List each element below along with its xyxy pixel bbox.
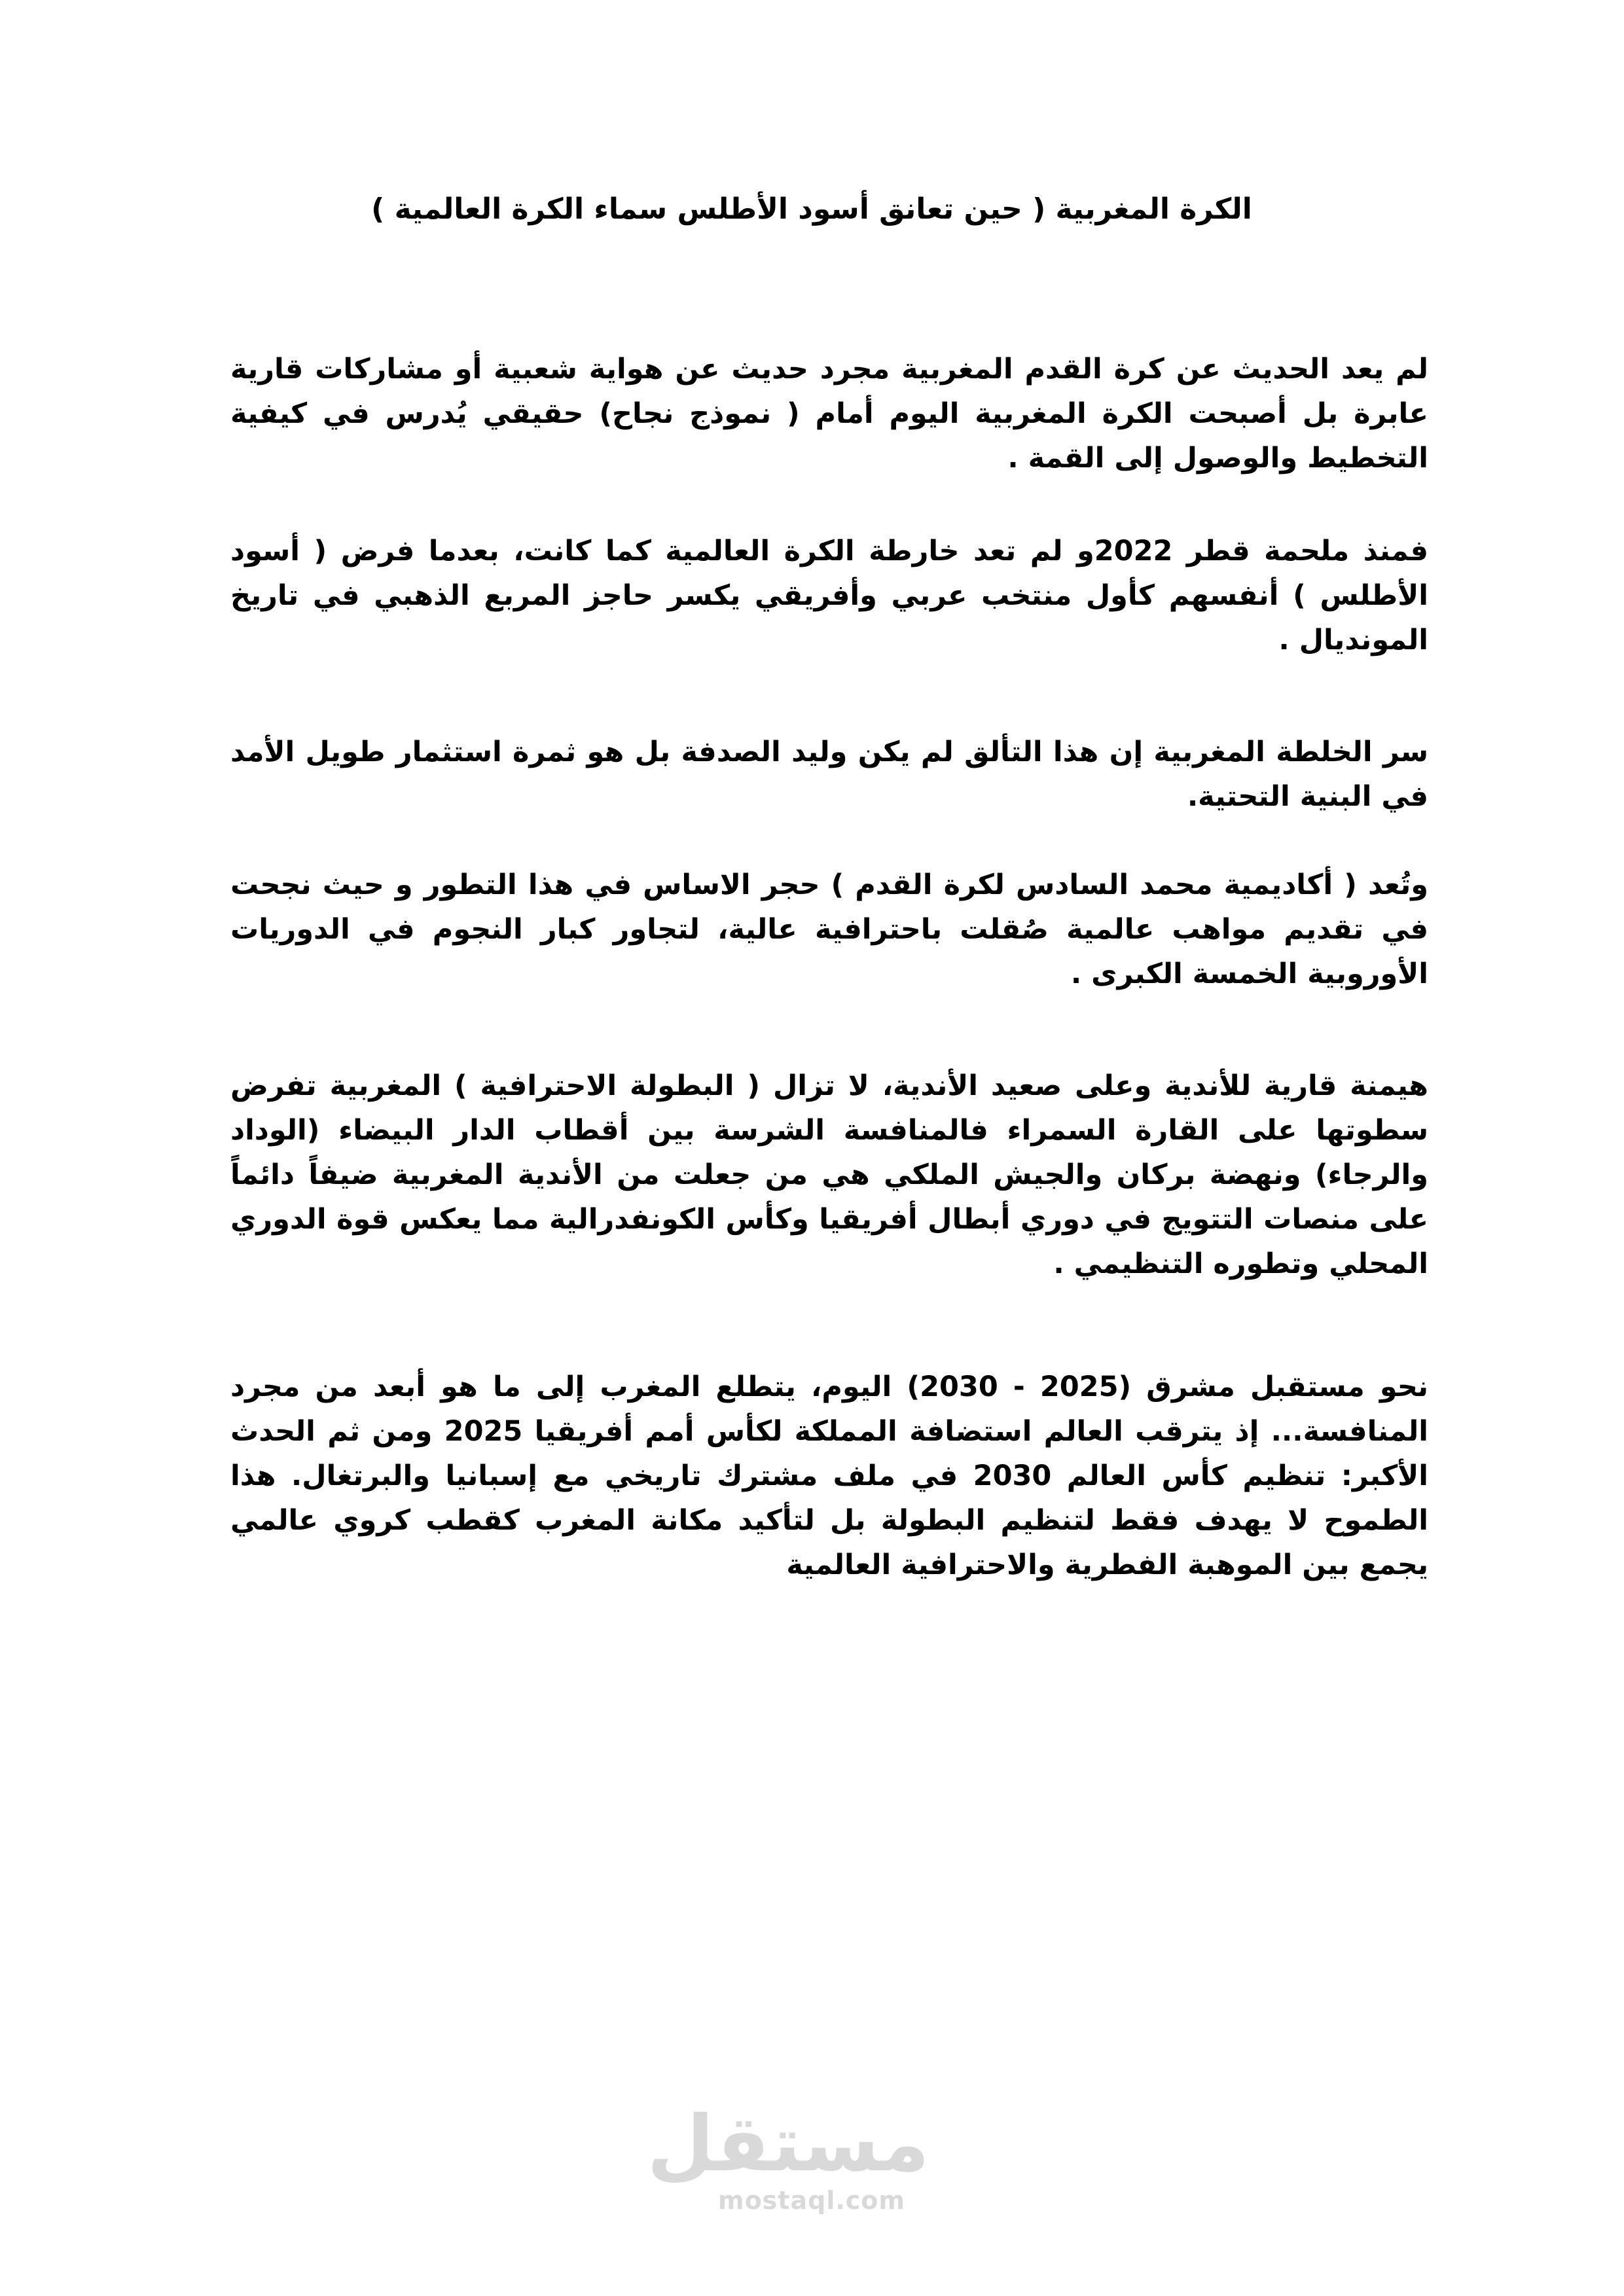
paragraph-secret-formula: سر الخلطة المغربية إن هذا التألق لم يكن وليد الصدفة بل هو ثمرة استثمار طويل الأمد في البنية التحتية. <box>230 736 1428 813</box>
document-title: الكرة المغربية ( حين تعانق أسود الأطلس سماء الكرة العالمية ) <box>371 192 1252 226</box>
watermark-logo: مستقل <box>647 2098 929 2189</box>
watermark-url: mostaql.com <box>717 2186 906 2215</box>
paragraph-qatar-2022: فمنذ ملحمة قطر 2022و لم تعد خارطة الكرة العالمية كما كانت، بعدما فرض ( أسود الأطلس ) أنفسهم كأول منتخب عربي وأفريقي يكسر حاجز المربع الذهبي في تاريخ المونديال . <box>230 535 1428 656</box>
mostaql-watermark <box>647 2098 929 2215</box>
paragraph-club-dominance: هيمنة قارية للأندية وعلى صعيد الأندية، لا تزال ( البطولة الاحترافية ) المغربية تفرض سطوتها على القارة السمراء فالمنافسة الشرسة بين أقطاب الدار البيضاء (الوداد والرجاء) ونهضة بركان والجيش الملكي هي من جعلت من الأندية المغربية ضيفاً دائماً على منصات التتويج في دوري أبطال أفريقيا وكأس الكونفدرالية مما يعكس قوة الدوري المحلي وتطوره التنظيمي . <box>230 1069 1428 1280</box>
paragraph-academy: وتُعد ( أكاديمية محمد السادس لكرة القدم ) حجر الاساس في هذا التطور و حيث نجحت في تقديم مواهب عالمية صُقلت باحترافية عالية، لتجاور كبار النجوم في الدوريات الأوروبية الخمسة الكبرى . <box>230 869 1428 990</box>
paragraph-future: نحو مستقبل مشرق (2025 - 2030) اليوم، يتطلع المغرب إلى ما هو أبعد من مجرد المنافسة... إذ يترقب العالم استضافة المملكة لكأس أمم أفريقيا 2025 ومن ثم الحدث الأكبر: تنظيم كأس العالم 2030 في ملف مشترك تاريخي مع إسبانيا والبرتغال. هذا الطموح لا يهدف فقط لتنظيم البطولة بل لتأكيد مكانة المغرب كقطب كروي عالمي يجمع بين الموهبة الفطرية والاحترافية العالمية <box>230 1371 1428 1581</box>
paragraph-intro: لم يعد الحديث عن كرة القدم المغربية مجرد حديث عن هواية شعبية أو مشاركات قارية عابرة بل أصبحت الكرة المغربية اليوم أمام ( نموذج نجاح) حقيقي يُدرس في كيفية التخطيط والوصول إلى القمة . <box>230 353 1428 475</box>
